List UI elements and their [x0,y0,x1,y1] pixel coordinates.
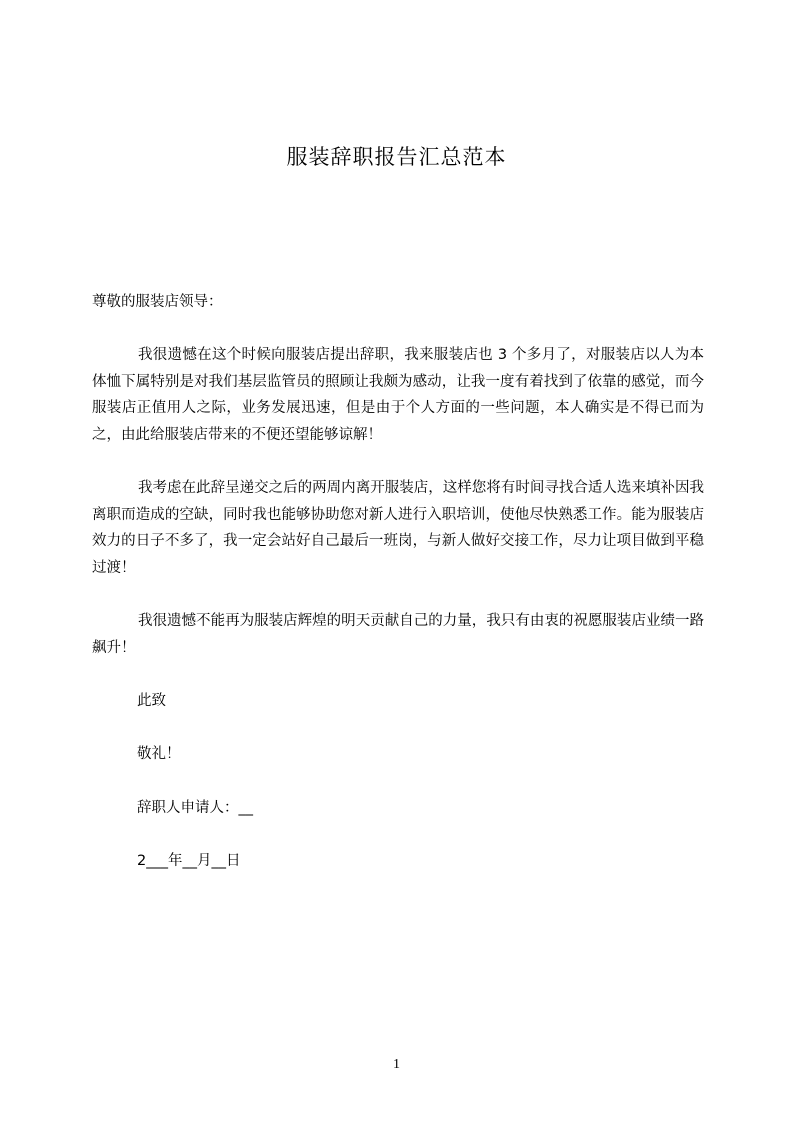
body-paragraph-3: 我很遗憾不能再为服装店辉煌的明天贡献自己的力量，我只有由衷的祝愿服装店业绩一路飙升！ [92,613,704,656]
body-paragraph-2: 我考虑在此辞呈递交之后的两周内离开服装店，这样您将有时间寻找合适人选来填补因我离职而造成的空缺，同时我也能够协助您对新人进行入职培训，使他尽快熟悉工作。能为服装店效力的日子不多了，我一定会站好自己最后一班岗，与新人做好交接工作，尽力让项目做到平稳过渡！ [92,480,704,576]
page-number: 1 [393,1057,400,1072]
body-paragraph-1: 我很遗憾在这个时候向服装店提出辞职，我来服装店也 3 个多月了，对服装店以人为本体恤下属特别是对我们基层监管员的照顾让我颇为感动，让我一度有着找到了依靠的感觉，而今服装店正值用人之际，业务发展迅速，但是由于个人方面的一些问题，本人确实是不得已而为之，由此给服装店带来的不便还望能够谅解！ [92,347,704,443]
closing-line-2: 敬礼！ [137,746,181,762]
document-title: 服装辞职报告汇总范本 [286,145,507,169]
signature-line: 辞职人申请人：__ [137,800,253,816]
salutation: 尊敬的服装店领导： [92,294,223,310]
closing-line-1: 此致 [137,693,166,709]
date-line: 2___年__月__日 [137,853,241,869]
